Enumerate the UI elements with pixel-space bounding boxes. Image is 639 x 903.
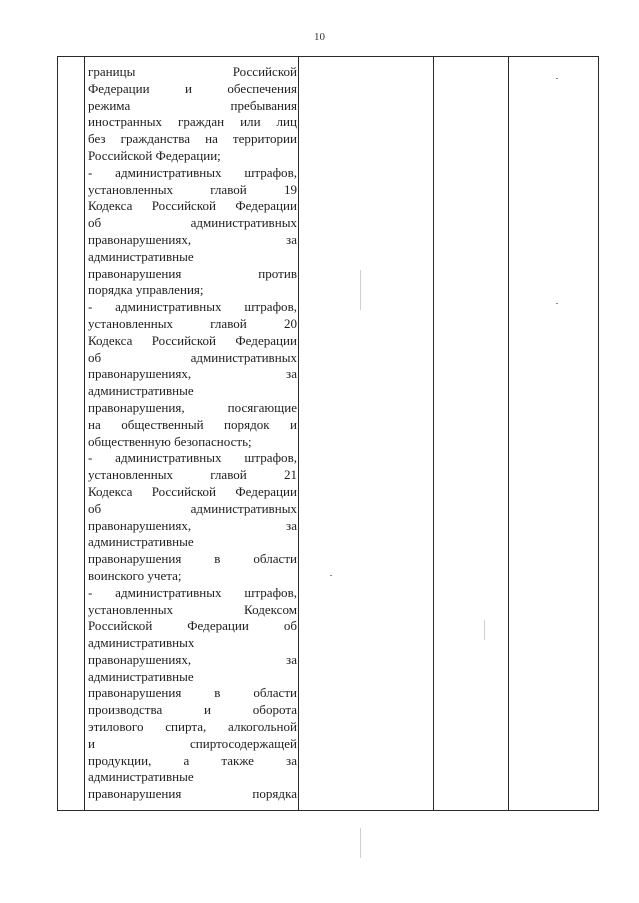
scan-speck — [556, 303, 558, 304]
text-line: режима пребывания — [88, 97, 297, 113]
scan-mark — [360, 828, 361, 858]
document-table — [57, 56, 599, 811]
text-line: правонарушения в области — [88, 685, 297, 701]
text-line: административные — [88, 248, 194, 264]
text-line: - административных штрафов, — [88, 450, 297, 466]
text-line: установленных главой 21 — [88, 467, 297, 483]
text-line: правонарушениях, за — [88, 517, 297, 533]
text-line: общественную безопасность; — [88, 433, 252, 449]
text-line: установленных главой 20 — [88, 315, 297, 331]
column-divider-1 — [84, 56, 85, 811]
text-line: - административных штрафов, — [88, 584, 297, 600]
text-line: об административных — [88, 349, 297, 365]
scan-mark — [360, 270, 361, 310]
table-bottom-border — [57, 810, 599, 811]
page-number: 10 — [314, 31, 325, 43]
text-line: воинского учета; — [88, 567, 182, 583]
text-line: без гражданства на территории — [88, 131, 297, 147]
column-divider-3 — [433, 56, 434, 811]
table-left-border — [57, 56, 58, 811]
text-line: установленных Кодексом — [88, 601, 297, 617]
text-line: - административных штрафов, — [88, 164, 297, 180]
text-line: Российской Федерации об — [88, 618, 297, 634]
text-line: и спиртосодержащей — [88, 735, 297, 751]
text-line: производства и оборота — [88, 702, 297, 718]
column-divider-4 — [508, 56, 509, 811]
text-line: об административных — [88, 215, 297, 231]
table-right-border — [598, 56, 599, 811]
text-line: Российской Федерации; — [88, 147, 221, 163]
text-line: Кодекса Российской Федерации — [88, 483, 297, 499]
scan-mark — [484, 620, 485, 640]
text-line: правонарушениях, за — [88, 651, 297, 667]
text-line: иностранных граждан или лиц — [88, 114, 297, 130]
text-line: порядка управления; — [88, 282, 204, 298]
text-line: правонарушения, посягающие — [88, 399, 297, 415]
scan-speck — [556, 78, 558, 79]
table-cell-description — [88, 64, 297, 803]
text-line: установленных главой 19 — [88, 181, 297, 197]
text-line: этилового спирта, алкогольной — [88, 719, 297, 735]
text-line: правонарушения в области — [88, 551, 297, 567]
text-line: административные — [88, 668, 194, 684]
text-line: административные — [88, 534, 194, 550]
text-line: административных — [88, 635, 195, 651]
column-divider-2 — [298, 56, 299, 811]
text-line: правонарушениях, за — [88, 231, 297, 247]
text-line: административные — [88, 769, 194, 785]
text-line: правонарушения против — [88, 265, 297, 281]
text-line: Кодекса Российской Федерации — [88, 198, 297, 214]
text-line: правонарушения порядка — [88, 786, 297, 802]
text-line: границы Российской — [88, 64, 297, 79]
text-line: - административных штрафов, — [88, 299, 297, 315]
text-line: продукции, а также за — [88, 752, 297, 768]
text-line: Федерации и обеспечения — [88, 80, 297, 96]
text-line: об административных — [88, 500, 297, 516]
text-line: правонарушениях, за — [88, 366, 297, 382]
text-line: административные — [88, 383, 194, 399]
text-line: Кодекса Российской Федерации — [88, 332, 297, 348]
table-top-border — [57, 56, 599, 57]
scan-speck — [330, 575, 332, 576]
text-line: на общественный порядок и — [88, 416, 297, 432]
